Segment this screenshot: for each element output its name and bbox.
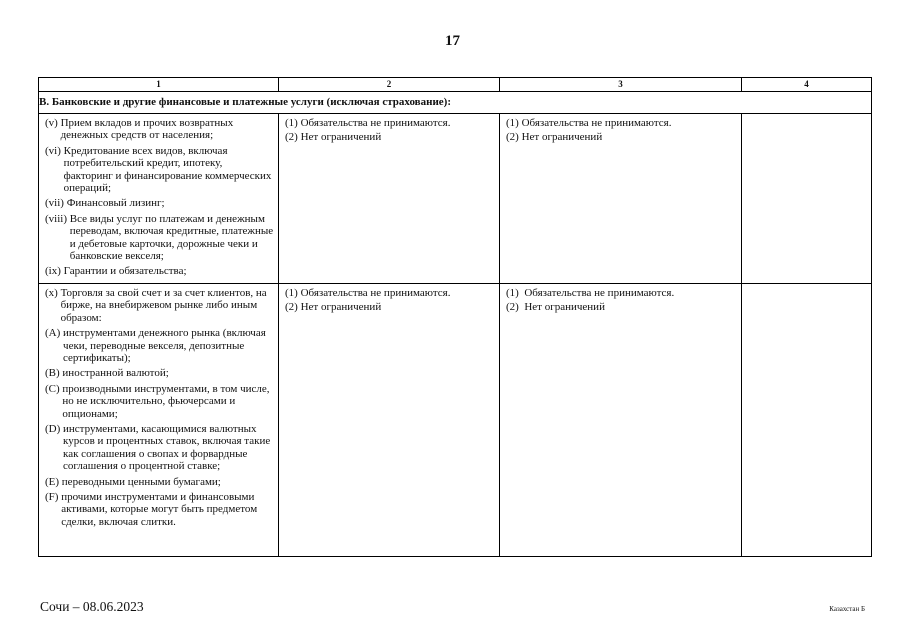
services-cell bbox=[39, 283, 279, 556]
column-number-1: 1 bbox=[39, 78, 279, 92]
item-text: инструментами денежного рынка (включая чеки, переводные векселя, депозитные сертификаты); bbox=[63, 327, 266, 364]
service-item bbox=[45, 423, 274, 473]
item-number: (C) bbox=[45, 382, 63, 395]
service-item bbox=[45, 265, 274, 277]
column-number-2: 2 bbox=[279, 78, 500, 92]
item-number: (D) bbox=[45, 422, 64, 435]
item-number: (1) bbox=[506, 286, 525, 299]
additional-commitments-cell bbox=[742, 114, 872, 284]
column-number-3: 3 bbox=[500, 78, 742, 92]
item-text: Обязательства не принимаются. bbox=[521, 117, 672, 129]
market-access-list bbox=[279, 284, 499, 314]
market-access-cell bbox=[279, 114, 500, 284]
item-number: (ix) bbox=[45, 265, 64, 278]
national-treatment-list bbox=[500, 284, 741, 314]
section-heading-row bbox=[39, 92, 872, 114]
item-text: производными инструментами, в том числе, но не исключительно, фьючерсами и опционами; bbox=[62, 382, 270, 420]
service-item bbox=[45, 213, 274, 263]
item-number: (1) bbox=[285, 286, 301, 299]
item-text: Нет ограничений bbox=[521, 131, 603, 144]
item-text: Гарантии и обязательства; bbox=[63, 265, 187, 278]
services-list bbox=[39, 114, 278, 283]
market-access-list bbox=[279, 114, 499, 144]
item-number: (2) bbox=[506, 131, 522, 144]
service-item bbox=[45, 367, 274, 379]
service-item bbox=[45, 287, 274, 324]
status-item bbox=[285, 131, 495, 143]
status-item bbox=[285, 287, 495, 299]
additional-commitments-cell bbox=[742, 283, 872, 556]
table-row bbox=[39, 283, 872, 556]
item-number: (2) bbox=[506, 301, 525, 314]
item-number: (vi) bbox=[45, 144, 64, 157]
commitments-table bbox=[38, 77, 872, 557]
service-item bbox=[45, 476, 274, 488]
status-item bbox=[285, 301, 495, 313]
item-number: (B) bbox=[45, 367, 63, 380]
national-treatment-cell bbox=[500, 114, 742, 284]
item-number: (1) bbox=[506, 117, 522, 129]
item-number: (viii) bbox=[45, 212, 70, 225]
item-number: (v) bbox=[45, 117, 61, 129]
services-cell bbox=[39, 114, 279, 284]
column-number-4: 4 bbox=[742, 78, 872, 92]
item-text: Нет ограничений bbox=[524, 301, 605, 314]
service-item bbox=[45, 383, 274, 420]
service-item bbox=[45, 491, 274, 528]
status-item bbox=[506, 301, 737, 313]
service-item bbox=[45, 327, 274, 364]
item-text: прочими инструментами и финансовыми активами, которые могут быть предметом сделки, включая слитки. bbox=[61, 490, 258, 528]
section-heading: B. Банковские и другие финансовые и платежные услуги (исключая страхование): bbox=[39, 92, 872, 114]
item-number: (1) bbox=[285, 117, 301, 129]
national-treatment-cell bbox=[500, 283, 742, 556]
column-number-row bbox=[39, 78, 872, 92]
item-text: Торговля за свой счет и за счет клиентов, на бирже, на внебиржевом рынке либо иным образом: bbox=[60, 286, 267, 324]
item-text: переводными ценными бумагами; bbox=[61, 475, 221, 488]
item-number: (2) bbox=[285, 301, 301, 314]
item-text: Обязательства не принимаются. bbox=[524, 286, 675, 299]
item-number: (2) bbox=[285, 131, 301, 144]
services-list bbox=[39, 284, 278, 533]
item-text: Прием вкладов и прочих возвратных денежных средств от населения; bbox=[60, 117, 234, 142]
item-text: Кредитование всех видов, включая потребительский кредит, ипотеку, факторинг и финансирование коммерческих операций; bbox=[63, 144, 272, 195]
status-item bbox=[506, 117, 737, 129]
item-number: (vii) bbox=[45, 197, 67, 210]
item-text: Финансовый лизинг; bbox=[66, 197, 165, 210]
item-number: (E) bbox=[45, 475, 62, 488]
service-item bbox=[45, 197, 274, 209]
national-treatment-list bbox=[500, 114, 741, 144]
item-text: инструментами, касающимися валютных курсов и процентных ставок, включая такие как соглашения о свопах и форвардные соглашения о процентной ставке; bbox=[63, 422, 271, 473]
item-number: (F) bbox=[45, 490, 62, 503]
item-text: Обязательства не принимаются. bbox=[300, 286, 451, 299]
item-text: Все виды услуг по платежам и денежным переводам, включая кредитные, платежные и дебетовые карточки, дорожные чеки и банковские векселя; bbox=[69, 212, 274, 263]
status-item bbox=[285, 117, 495, 129]
market-access-cell bbox=[279, 283, 500, 556]
item-text: Обязательства не принимаются. bbox=[300, 117, 451, 129]
status-item bbox=[506, 131, 737, 143]
item-number: (x) bbox=[45, 286, 61, 299]
page-number: 17 bbox=[445, 33, 460, 49]
item-text: иностранной валютой; bbox=[62, 367, 169, 380]
item-text: Нет ограничений bbox=[300, 131, 382, 144]
item-text: Нет ограничений bbox=[300, 301, 382, 314]
service-item bbox=[45, 145, 274, 195]
service-item bbox=[45, 117, 274, 142]
item-number: (A) bbox=[45, 327, 64, 340]
status-item bbox=[506, 287, 737, 299]
table-row bbox=[39, 114, 872, 284]
footer-place-date: Сочи – 08.06.2023 bbox=[40, 599, 144, 614]
footer-country-mark: Казахстан Б bbox=[829, 605, 865, 613]
